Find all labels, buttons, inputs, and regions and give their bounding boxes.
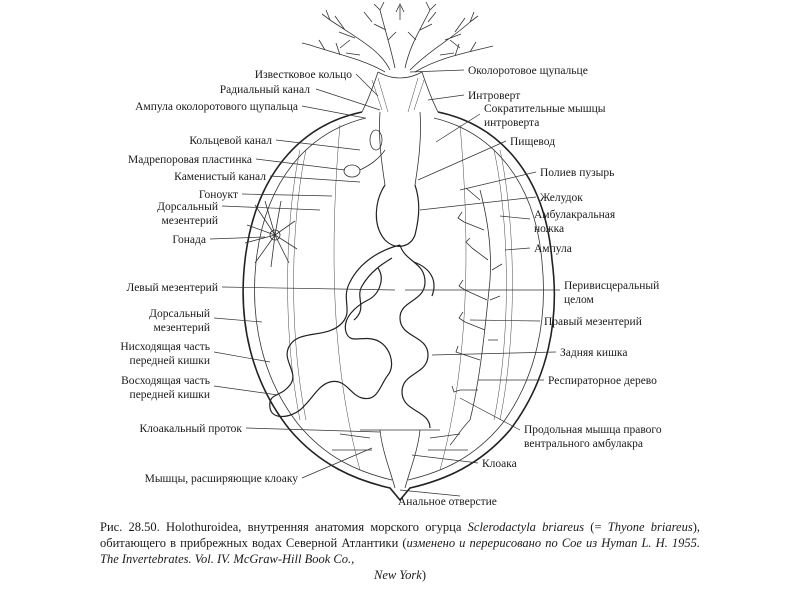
label-oral-tentacle: Околоротовое щупальце: [468, 65, 588, 77]
label-introvert-muscles-a: Сократительные мышцы: [484, 103, 606, 115]
label-descending-foregut-a: Нисходящая часть: [120, 341, 210, 353]
left-labels: [120, 69, 352, 485]
label-dorsal-mesentery-1a: Дорсальный: [157, 201, 218, 213]
label-ampulla: Ампула: [534, 243, 572, 255]
caption-mid2: ), обитающего в прибрежных водах Северной Атлантики (: [100, 520, 700, 550]
oral-tentacles-drawing: [302, 2, 493, 72]
label-gonoduct: Гоноукт: [198, 189, 238, 201]
label-tube-foot-b: ножка: [534, 223, 565, 235]
label-ring-canal: Кольцевой канал: [189, 135, 272, 147]
label-longitudinal-muscle-b: вентрального амбулакра: [524, 438, 644, 450]
label-radial-canal: Радиальный канал: [219, 84, 310, 96]
label-perivisceral-coelom-b: целом: [564, 294, 594, 306]
label-longitudinal-muscle-a: Продольная мышца правого: [524, 424, 662, 436]
caption-source: изменено и перерисовано по Coe из Hyman L. H. 1955. The Invertebrates. Vol. IV. McGraw-Hill Book Co.,: [100, 536, 700, 566]
introvert-drawing: [362, 72, 438, 112]
caption-last: New York: [374, 568, 422, 582]
label-tentacle-ampulla: Ампула околоротового щупальца: [135, 101, 298, 113]
body-wall-inner: [255, 118, 544, 480]
caption-mid1: (=: [584, 520, 608, 534]
label-gonad: Гонада: [172, 234, 206, 246]
caption-synonym: Thyone briareus: [607, 520, 693, 534]
label-dorsal-mesentery-2b: мезентерий: [153, 322, 210, 334]
label-ascending-foregut-b: передней кишки: [129, 389, 210, 401]
foregut-drawing: [344, 112, 421, 246]
label-esophagus: Пищевод: [510, 136, 556, 148]
label-polian-vesicle: Полиев пузырь: [540, 167, 615, 179]
right-labels: [468, 65, 662, 470]
caption-end: ): [421, 568, 426, 582]
label-stone-canal: Каменистый канал: [174, 171, 266, 183]
intestine-inner: [354, 258, 434, 320]
madreporite-drawing: [344, 165, 360, 177]
label-left-mesentery: Левый мезентерий: [126, 282, 218, 294]
label-cloaca: Клоака: [482, 458, 517, 470]
caption-species: Sclerodactyla briareus: [467, 520, 585, 534]
label-descending-foregut-b: передней кишки: [129, 355, 210, 367]
label-perivisceral-coelom-a: Перивисцеральный: [564, 280, 660, 292]
label-dorsal-mesentery-1b: мезентерий: [161, 215, 218, 227]
body-wall-outline: [243, 112, 554, 500]
label-introvert: Интроверт: [468, 90, 521, 102]
label-madreporite: Мадрепоровая пластинка: [128, 154, 252, 166]
label-cloacal-duct: Клоакальный проток: [139, 423, 242, 435]
figure-caption: [100, 519, 700, 583]
label-cloaca-dilator-muscles: Мышцы, расширяющие клоаку: [144, 473, 298, 485]
label-right-mesentery: Правый мезентерий: [544, 316, 642, 328]
label-dorsal-mesentery-2a: Дорсальный: [149, 308, 210, 320]
label-stomach: Желудок: [540, 192, 583, 204]
label-respiratory-tree: Респираторное дерево: [548, 375, 657, 387]
label-introvert-muscles-b: интроверта: [484, 117, 540, 129]
caption-prefix: Рис. 28.50. Holothuroidea, внутренняя анатомия морского огурца: [100, 520, 468, 534]
label-tube-foot-a: Амбулакральная: [534, 209, 616, 221]
longitudinal-muscles: [288, 125, 513, 470]
label-ascending-foregut-a: Восходящая часть: [121, 375, 210, 387]
label-anus: Анальное отверстие: [398, 496, 497, 508]
label-calcareous-ring: Известковое кольцо: [254, 69, 352, 81]
label-hindgut: Задняя кишка: [560, 347, 628, 359]
